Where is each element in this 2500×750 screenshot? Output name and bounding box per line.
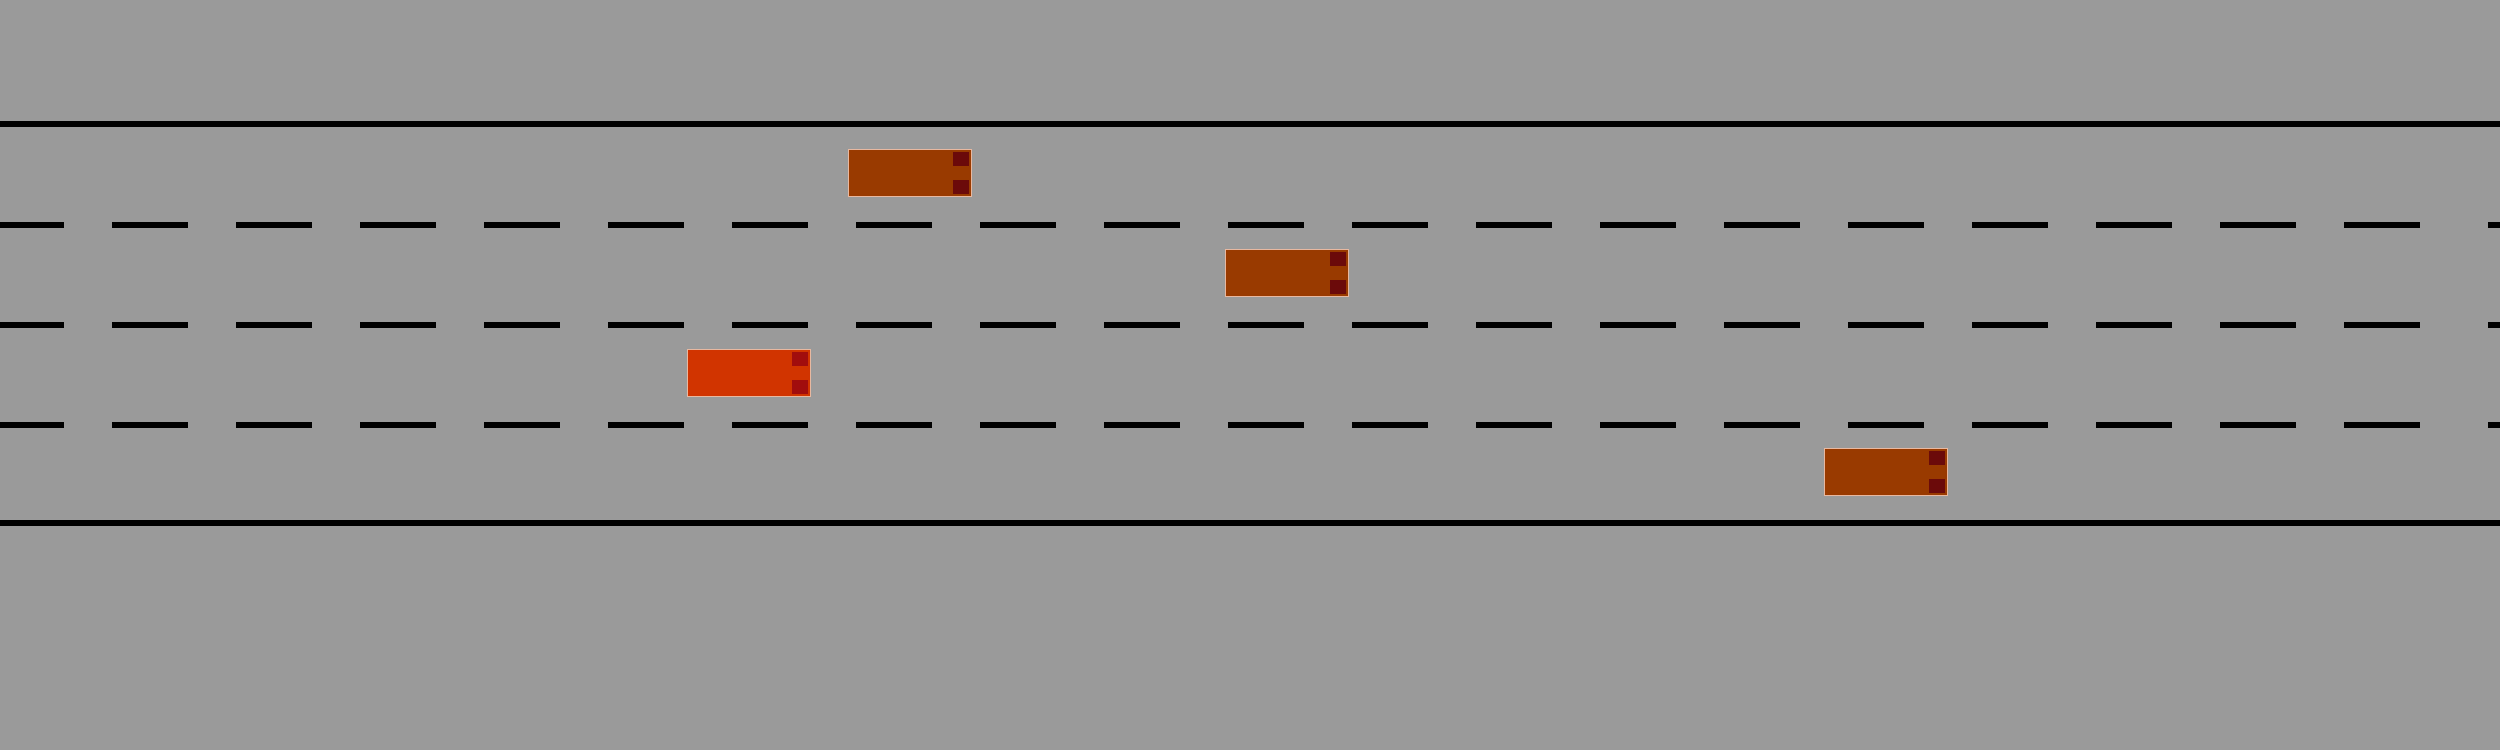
road-edge-top — [0, 121, 2500, 127]
other-vehicle — [1824, 448, 1948, 496]
ego-vehicle — [687, 349, 811, 397]
other-vehicle — [1225, 249, 1349, 297]
road-edge-bottom — [0, 520, 2500, 526]
lane-divider-2 — [0, 322, 2500, 328]
headlight-icon — [1330, 252, 1346, 266]
headlight-icon — [792, 352, 808, 366]
headlight-icon — [1330, 280, 1346, 294]
headlight-icon — [953, 152, 969, 166]
headlight-icon — [1929, 479, 1945, 493]
other-vehicle — [848, 149, 972, 197]
lane-divider-3 — [0, 422, 2500, 428]
lane-divider-1 — [0, 222, 2500, 228]
headlight-icon — [792, 380, 808, 394]
headlight-icon — [1929, 451, 1945, 465]
headlight-icon — [953, 180, 969, 194]
